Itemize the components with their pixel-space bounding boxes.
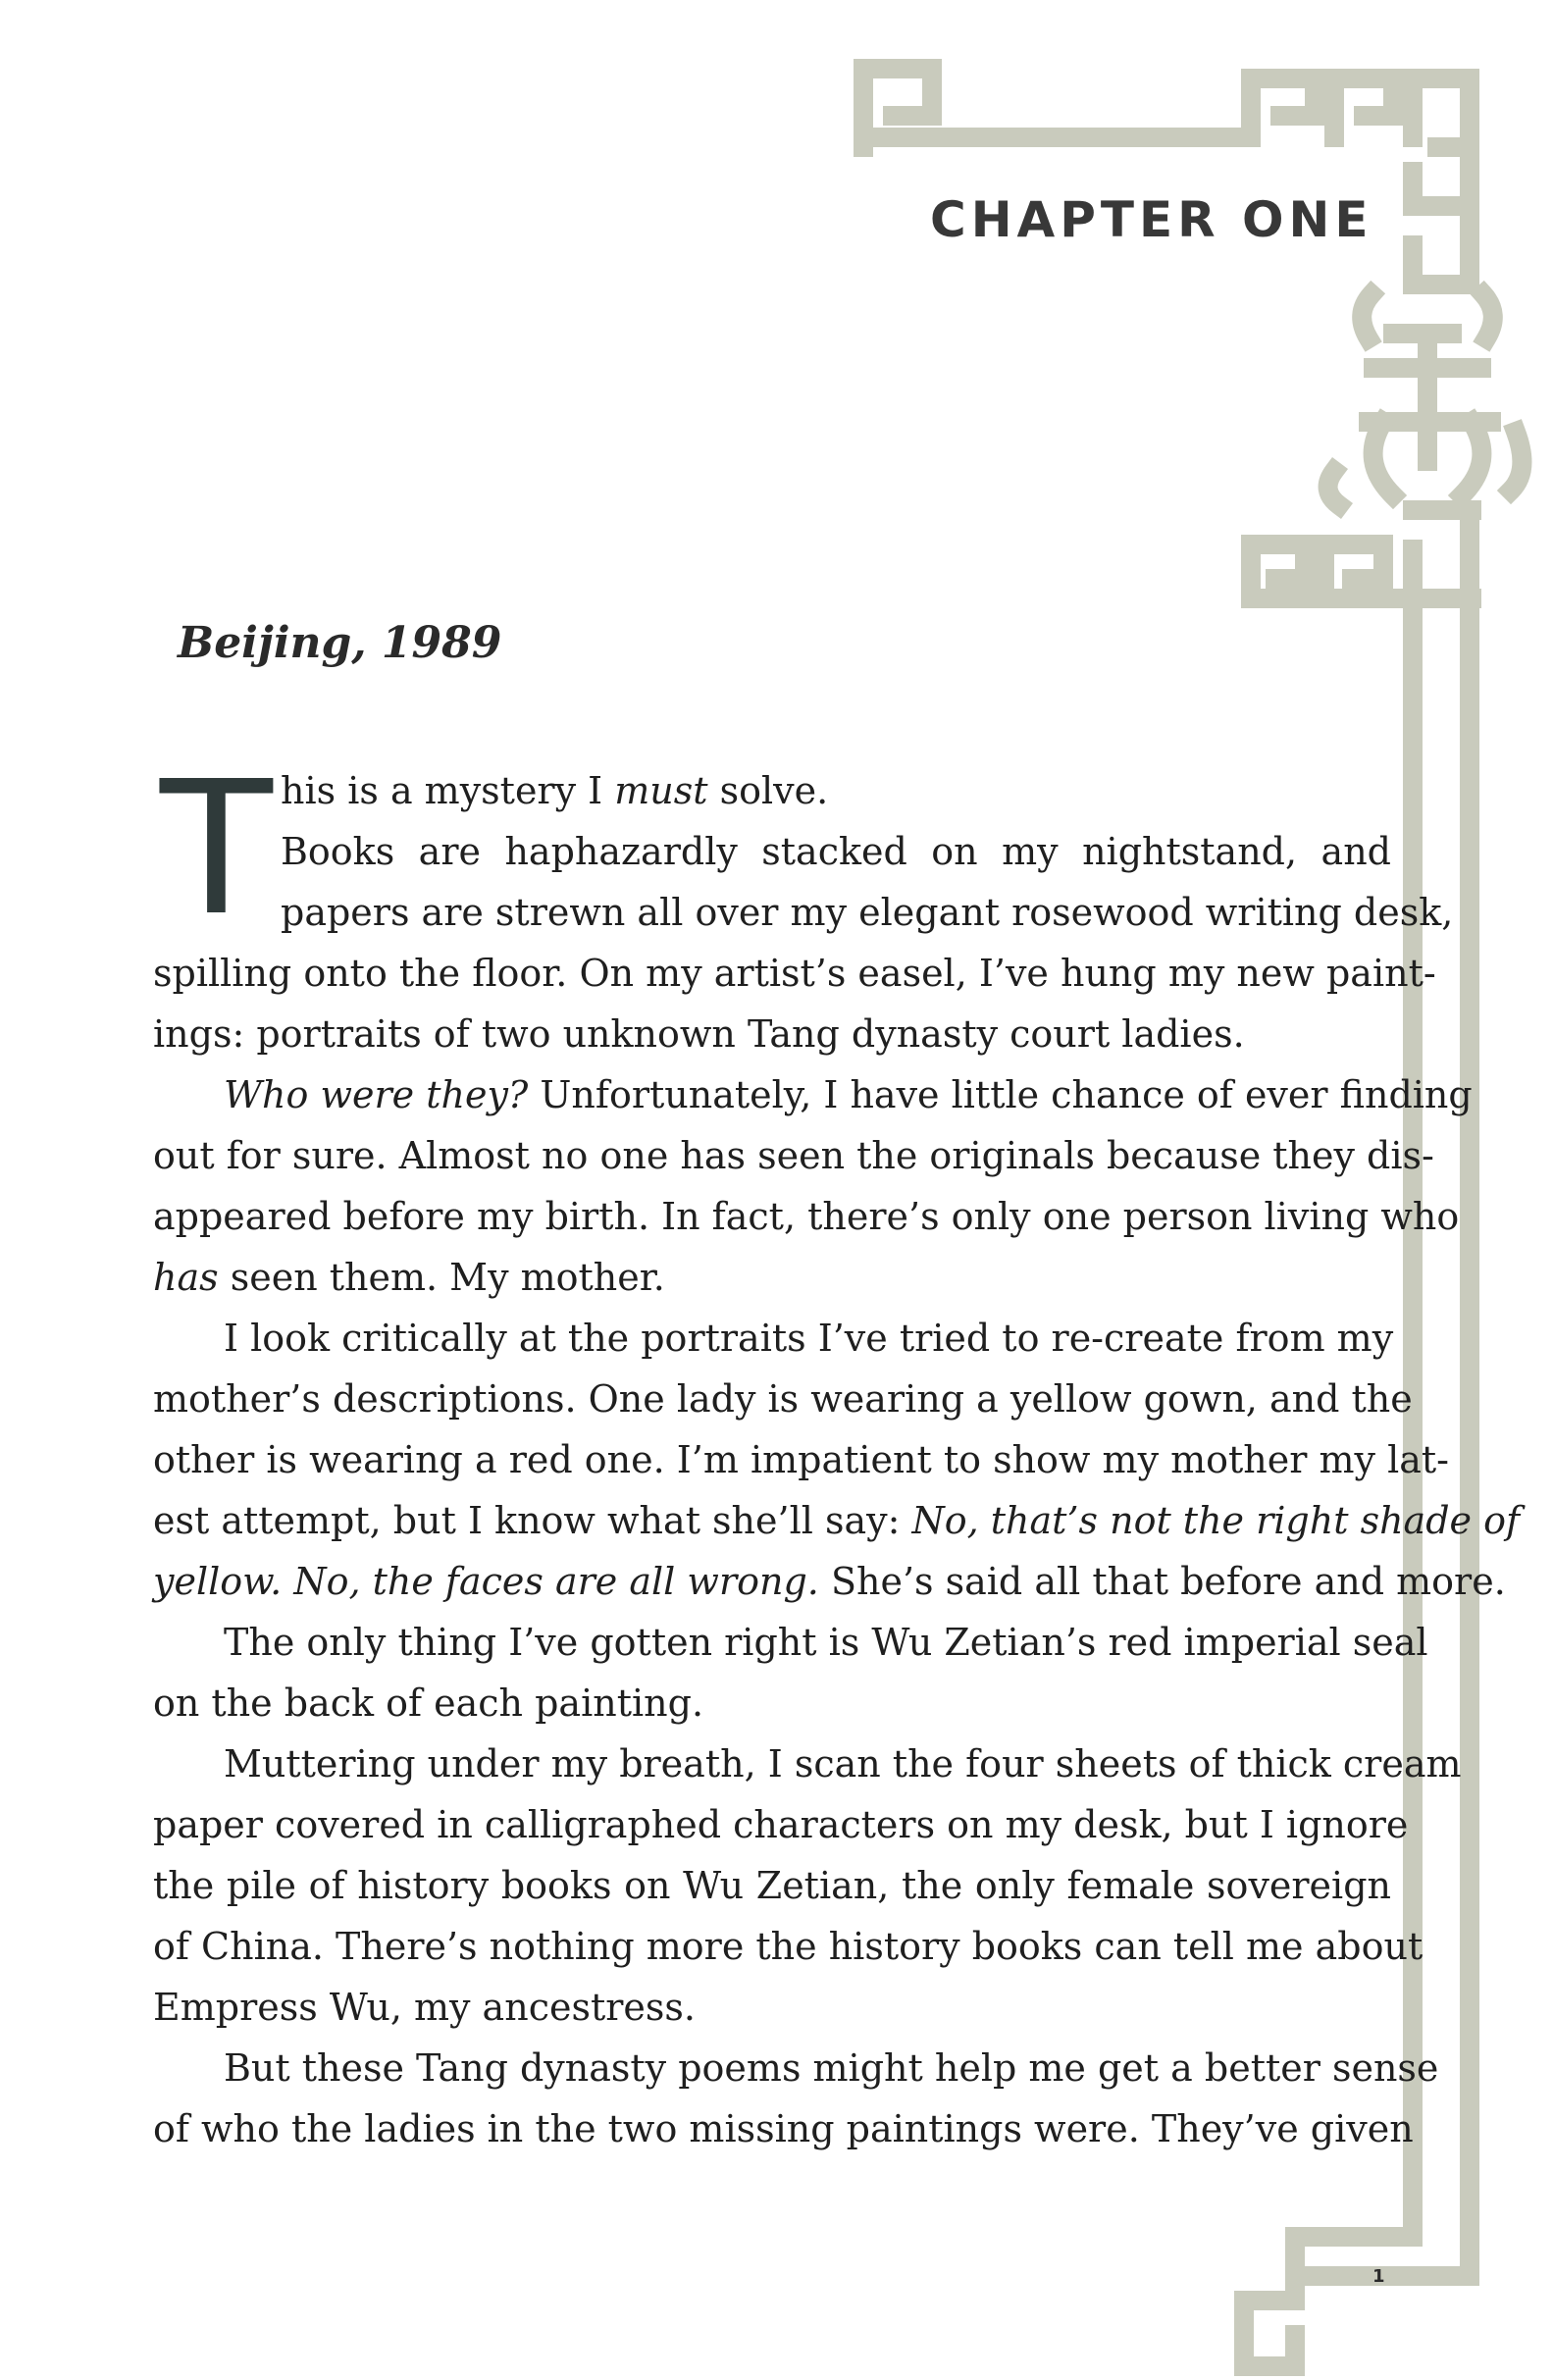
text-run: out for sure. Almost no one has seen the originals because they dis- xyxy=(153,1134,1434,1177)
chapter-dateline: Beijing, 1989 xyxy=(178,618,502,668)
text-run: of who the ladies in the two missing paintings were. They’ve given xyxy=(153,2107,1414,2150)
text-run: Unfortunately, I have little chance of ever finding xyxy=(528,1073,1473,1116)
text-run: spilling onto the floor. On my artist’s easel, I’ve hung my new paint- xyxy=(153,952,1436,995)
text-line xyxy=(224,1308,1394,1369)
text-run: on the back of each painting. xyxy=(153,1682,704,1725)
text-line xyxy=(281,821,1391,882)
italic-text-run: No, that’s not the right shade of xyxy=(911,1499,1521,1542)
text-line xyxy=(153,1916,1424,1977)
text-line xyxy=(153,1247,1391,1308)
text-line xyxy=(153,1004,1391,1064)
text-line xyxy=(153,1977,1391,2038)
text-run: appeared before my birth. In fact, there’s only one person living who xyxy=(153,1195,1460,1238)
text-run: Books are haphazardly stacked on my nightstand, and xyxy=(281,830,1391,873)
text-line xyxy=(153,1673,1391,1733)
text-line xyxy=(153,2098,1414,2159)
italic-text-run: has xyxy=(153,1256,219,1299)
text-run: the pile of history books on Wu Zetian, the only female sovereign xyxy=(153,1864,1391,1907)
text-run: She’s said all that before and more. xyxy=(818,1560,1506,1603)
text-line xyxy=(153,943,1436,1004)
drop-cap: T xyxy=(160,742,273,957)
text-line xyxy=(153,1429,1450,1490)
text-run: But these Tang dynasty poems might help me get a better sense xyxy=(224,2046,1439,2090)
text-line xyxy=(224,1064,1473,1125)
text-run: his is a mystery I xyxy=(281,769,615,812)
text-run: The only thing I’ve gotten right is Wu Zetian’s red imperial seal xyxy=(224,1621,1428,1664)
text-run: seen them. My mother. xyxy=(218,1256,665,1299)
text-run: of China. There’s nothing more the history books can tell me about xyxy=(153,1925,1424,1968)
text-line xyxy=(153,1125,1434,1186)
text-run: paper covered in calligraphed characters on my desk, but I ignore xyxy=(153,1803,1409,1846)
page-number: 1 xyxy=(1372,2266,1385,2287)
text-run: I look critically at the portraits I’ve tried to re-create from my xyxy=(224,1317,1394,1360)
text-line xyxy=(153,1490,1521,1551)
text-line xyxy=(281,760,1391,821)
text-run: est attempt, but I know what she’ll say: xyxy=(153,1499,912,1542)
chapter-title: CHAPTER ONE xyxy=(930,191,1373,248)
text-line xyxy=(153,1794,1409,1855)
italic-text-run: yellow. No, the faces are all wrong. xyxy=(153,1560,819,1603)
italic-text-run: must xyxy=(614,769,708,812)
text-line xyxy=(153,1855,1391,1916)
text-run: solve. xyxy=(707,769,829,812)
text-run: Muttering under my breath, I scan the four sheets of thick cream xyxy=(224,1742,1462,1785)
text-line xyxy=(224,1733,1462,1794)
text-line xyxy=(153,1551,1506,1612)
text-line xyxy=(224,1612,1428,1673)
text-run: other is wearing a red one. I’m impatient to show my mother my lat- xyxy=(153,1438,1450,1481)
text-line xyxy=(224,2038,1439,2098)
text-run: ings: portraits of two unknown Tang dynasty court ladies. xyxy=(153,1012,1245,1056)
text-run: Empress Wu, my ancestress. xyxy=(153,1986,696,2029)
text-run: mother’s descriptions. One lady is wearing a yellow gown, and the xyxy=(153,1377,1413,1421)
text-line xyxy=(153,1369,1413,1429)
text-line xyxy=(153,1186,1460,1247)
text-run: papers are strewn all over my elegant rosewood writing desk, xyxy=(281,891,1454,934)
italic-text-run: Who were they? xyxy=(224,1073,529,1116)
text-line xyxy=(281,882,1454,943)
